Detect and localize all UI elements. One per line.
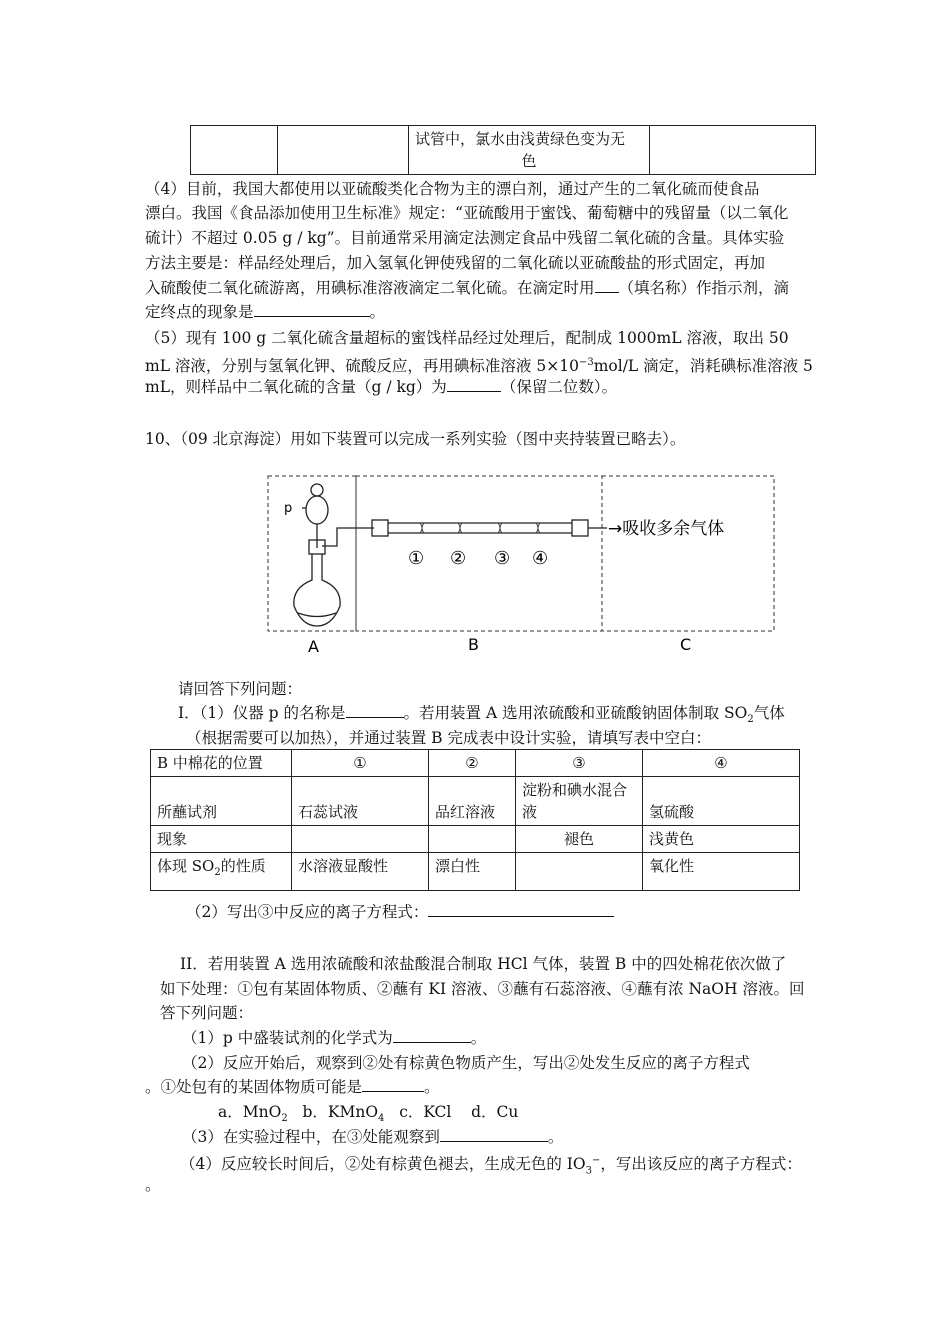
- q4-line6: [145, 300, 815, 324]
- part2-q2-c: 。: [424, 1078, 440, 1096]
- part1-line1-c: 气体: [753, 704, 785, 722]
- content-blank[interactable]: [447, 377, 501, 392]
- part1-q2-text: （2）写出③中反应的离子方程式：: [186, 903, 429, 921]
- option-b[interactable]: [302, 1103, 385, 1125]
- phenomenon-blank-2[interactable]: [429, 826, 516, 853]
- circle-4: ④: [532, 548, 549, 569]
- part2-q2-line2: [145, 1075, 815, 1099]
- part2-q1: [182, 1026, 852, 1050]
- table-cell: B 中棉花的位置: [151, 750, 292, 777]
- table-cell-b: 的性质: [220, 857, 266, 875]
- q4-line5-text: 入硫酸使二氧化硫游离，用碘标准溶液滴定二氧化硫。在滴定时用: [145, 279, 595, 297]
- property-blank-3[interactable]: [516, 853, 643, 891]
- label-c: C: [680, 635, 692, 654]
- absorb-label: →吸收多余气体: [608, 519, 725, 539]
- top-table-cell-4: [650, 126, 816, 175]
- part2-line1: II．若用装置 A 选用浓硫酸和浓盐酸混合制取 HCl 气体，装置 B 中的四处棉花依次做了: [180, 955, 787, 973]
- top-table-cell-1: [191, 126, 278, 175]
- q5-line1: （5）现有 100 g 二氧化硫含量超标的蜜饯样品经过处理后，配制成 1000mL 溶液，取出 50: [145, 329, 789, 347]
- table-cell: 氢硫酸: [643, 777, 800, 826]
- ionic-equation-blank[interactable]: [428, 902, 614, 917]
- part2-q2-b: 。①处包有的某固体物质可能是: [145, 1078, 363, 1096]
- q4-line6-text: 定终点的现象是: [145, 303, 254, 321]
- table-row: [151, 853, 800, 891]
- top-table: [190, 125, 816, 175]
- q5-line3-a: mL，则样品中二氧化硫的含量（g / kg）为: [145, 378, 447, 396]
- table-row: [151, 750, 800, 777]
- part2-q1-tail: 。: [470, 1029, 487, 1047]
- table-row: [151, 826, 800, 853]
- part1-intro: 请回答下列问题：: [178, 680, 303, 698]
- option-a[interactable]: [218, 1103, 288, 1125]
- table-cell: 氧化性: [643, 853, 800, 891]
- table-cell: ①: [292, 750, 429, 777]
- part2-line3: 答下列问题：: [160, 1004, 254, 1022]
- option-d[interactable]: d．Cu: [471, 1103, 519, 1121]
- label-b: B: [468, 635, 479, 654]
- formula-blank[interactable]: [393, 1028, 471, 1043]
- part2-q2: （2）反应开始后，观察到②处有棕黄色物质产生，写出②处发生反应的离子方程式: [182, 1054, 750, 1072]
- times-sign: ×: [546, 357, 560, 376]
- q5-line2-a: mL 溶液，分别与氢氧化钾、硫酸反应，再用碘标准溶液 5: [145, 357, 547, 376]
- table-cell: 石蕊试液: [292, 777, 429, 826]
- table-cell-a: 体现 SO: [157, 857, 215, 875]
- phenomenon-blank-1[interactable]: [292, 826, 429, 853]
- q4-line1: （4）目前，我国大都使用以亚硫酸类化合物为主的漂白剂，通过产生的二氧化硫而使食品: [145, 180, 760, 198]
- table-cell: 水溶液显酸性: [292, 853, 429, 891]
- flask: [294, 540, 340, 626]
- circle-3: ③: [494, 548, 511, 569]
- q4-line3: 硫计）不超过 0.05 g / kg”。目前通常采用滴定法测定食品中残留二氧化硫的含量。具体实验: [145, 229, 785, 247]
- q10-title: 10、（09 北京海淀）用如下装置可以完成一系列实验（图中夹持装置已略去）。: [145, 430, 686, 448]
- q5-line3: [145, 375, 815, 399]
- cotton-plugs: [420, 523, 540, 533]
- apparatus-figure: [262, 468, 782, 660]
- part2-q4-sub: 3: [585, 1165, 592, 1177]
- top-table-cell-3-line1: 试管中，氯水由浅黄绿色变为无: [415, 130, 626, 148]
- circle-1: ①: [408, 548, 425, 569]
- experiment-table: [150, 749, 800, 891]
- part2-q3-tail: 。: [547, 1128, 564, 1146]
- table-cell: 所蘸试剂: [151, 777, 292, 826]
- table-row: [151, 777, 800, 826]
- separatory-funnel: [302, 484, 328, 548]
- part2-q3: [182, 1125, 852, 1149]
- part2-q4-end: 。: [145, 1176, 161, 1194]
- part2-q4-sup: −: [592, 1155, 601, 1166]
- box-c: [602, 476, 774, 631]
- p-label: p: [284, 501, 293, 516]
- delivery-tube: [322, 528, 374, 546]
- q4-line5-tail: （填名称）作指示剂，滴: [618, 279, 790, 297]
- q5-line2-b: 10: [559, 357, 579, 376]
- observation-blank[interactable]: [440, 1127, 548, 1142]
- option-b-text: b．KMnO: [302, 1103, 379, 1121]
- table-cell: ③: [516, 750, 643, 777]
- part2-line2: 如下处理：①包有某固体物质、②蘸有 KI 溶液、③蘸有石蕊溶液、④蘸有浓 NaOH 溶液。回: [160, 980, 805, 998]
- table-cell: ②: [429, 750, 516, 777]
- table-cell: [151, 853, 292, 891]
- top-table-cell-2: [278, 126, 409, 175]
- q4-line2: 漂白。我国《食品添加使用卫生标准》规定：“亚硫酸用于蜜饯、葡萄糖中的残留量（以二氧化: [145, 204, 789, 222]
- q5-line2-sup: −3: [578, 357, 594, 368]
- q5-line2-c: mol/L 滴定，消耗碘标准溶液 5: [593, 357, 813, 376]
- part2-q4-b: ，写出该反应的离子方程式：: [600, 1155, 802, 1174]
- part2-q3-text: （3）在实验过程中，在③处能观察到: [182, 1128, 440, 1146]
- part2-q4-a: （4）反应较长时间后，②处有棕黄色褪去，生成无色的 IO: [180, 1155, 586, 1174]
- box-b: [356, 476, 602, 631]
- top-table-cell-3: [409, 126, 650, 175]
- table-cell: 品红溶液: [429, 777, 516, 826]
- table-cell: 褪色: [516, 826, 643, 853]
- option-a-sub: 2: [281, 1113, 288, 1125]
- circle-2: ②: [450, 548, 467, 569]
- indicator-blank[interactable]: [595, 278, 619, 293]
- top-table-cell-3-line2: 色: [521, 152, 537, 170]
- part1-q2: [186, 900, 856, 924]
- table-cell: 浅黄色: [643, 826, 800, 853]
- part1-line1-a: I．（1）仪器 p 的名称是: [178, 704, 346, 722]
- glass-tube: [372, 520, 607, 536]
- part1-line1-sub: 2: [747, 714, 754, 726]
- part1-line2: （根据需要可以加热），并通过装置 B 完成表中设计实验，请填写表中空白：: [186, 729, 711, 747]
- q4-line6-tail: 。: [369, 303, 386, 321]
- table-cell: 漂白性: [429, 853, 516, 891]
- table-cell-sub: 2: [214, 867, 221, 878]
- part1-line1-b: 。若用装置 A 选用浓硫酸和亚硫酸钠固体制取 SO: [403, 704, 748, 722]
- table-cell: 淀粉和碘水混合液: [516, 777, 643, 826]
- q4-line5: [145, 276, 815, 300]
- instrument-name-blank[interactable]: [346, 703, 404, 718]
- q5-line3-b: （保留二位数）。: [500, 378, 618, 396]
- part2-q1-text: （1）p 中盛装试剂的化学式为: [182, 1029, 393, 1047]
- option-c[interactable]: c．KCl: [399, 1103, 452, 1121]
- option-a-text: a．MnO: [218, 1103, 282, 1121]
- label-a: A: [308, 637, 319, 656]
- endpoint-blank[interactable]: [254, 302, 370, 317]
- table-cell: ④: [643, 750, 800, 777]
- solid-blank[interactable]: [362, 1077, 424, 1092]
- option-b-sub: 4: [378, 1113, 385, 1125]
- q4-line4: 方法主要是：样品经处理后，加入氢氧化钾使残留的二氧化硫以亚硫酸盐的形式固定，再加: [145, 254, 766, 272]
- table-cell: 现象: [151, 826, 292, 853]
